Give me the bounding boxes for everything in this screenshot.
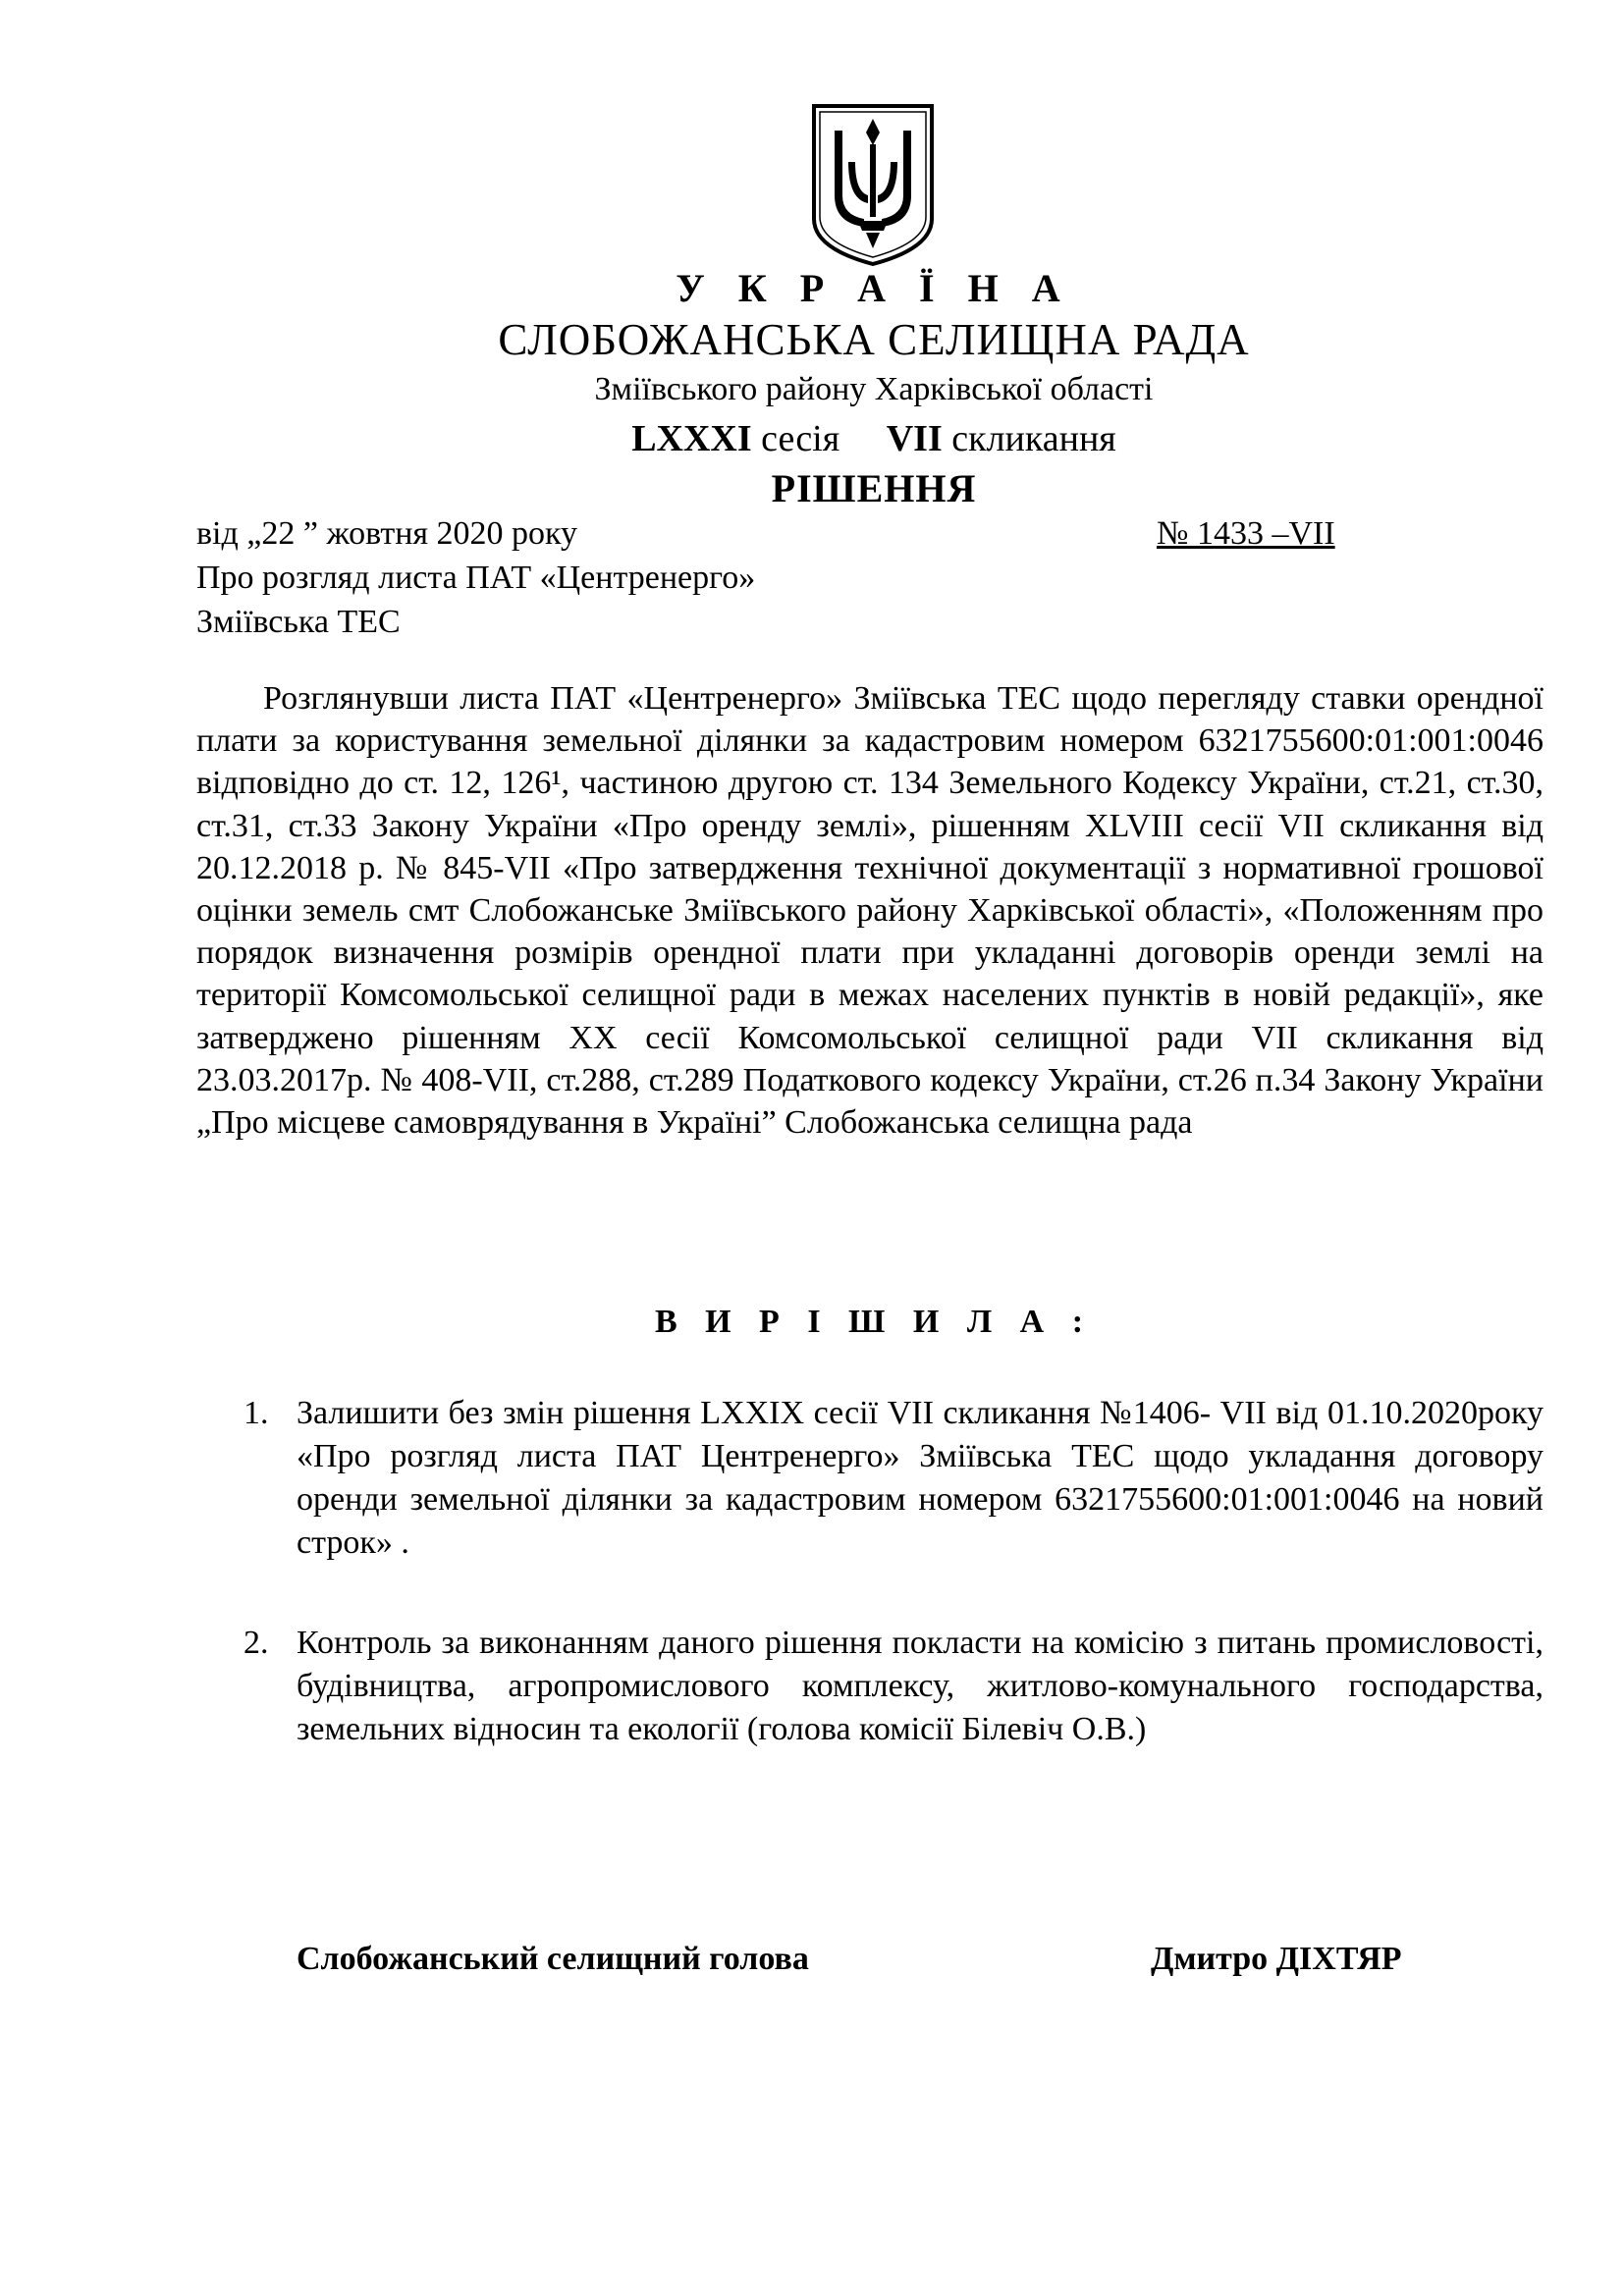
item-text: Залишити без змін рішення LXXIX сесії VII скликання №1406- VII від 01.10.2020року «Про розгляд листа ПАТ Центренерго» Зміївська ТЕС щодо укладання договору оренди земельної ділянки за кадастровим номером 6321755600:01:001:0046 на новий строк» . <box>297 1395 1543 1561</box>
decision-item <box>244 1392 1543 1565</box>
convocation-number: VII <box>886 418 943 459</box>
document-type: РІШЕННЯ <box>771 466 977 510</box>
decision-date: від „22 ” жовтня 2020 року <box>196 515 578 552</box>
item-number: 2. <box>244 1625 269 1661</box>
subject-line-2: Зміївська ТЕС <box>196 604 401 640</box>
trident-icon <box>809 101 937 268</box>
convocation-word: скликання <box>951 418 1116 459</box>
signatory-name: Дмитро ДІХТЯР <box>1151 1941 1402 1977</box>
district-line: Зміївського району Харківської області <box>594 371 1154 407</box>
decision-item <box>244 1622 1543 1751</box>
decision-heading: В И Р І Ш И Л А : <box>654 1304 1094 1340</box>
item-number: 1. <box>244 1395 269 1431</box>
preamble-text: Розглянувши листа ПАТ «Центренерго» Зміївська ТЕС щодо перегляду ставки орендної плати за користування земельної ділянки за кадастровим номером 6321755600:01:001:0046 відповідно до ст. 12, 126¹, частиною другою ст. 134 Земельного Кодексу України, ст.21, ст.30, ст.31, ст.33 Закону України «Про оренду землі», рішенням XLVIII сесії VII скликання від 20.12.2018 р. № 845-VII «Про затвердження технічної документації з нормативної грошової оцінки земель смт Слобожанське Зміївського району Харківської області», «Положенням про порядок визначення розмірів орендної плати при укладанні договорів оренди землі на території Комсомольської селищної ради в межах населених пунктів в новій редакції», яке затверджено рішенням XX сесії Комсомольської селищної ради VII скликання від 23.03.2017р. № 408-VII, ст.288, ст.289 Податкового кодексу України, ст.26 п.34 Закону України „Про місцеве самоврядування в Україні” Слобожанська селищна рада <box>196 680 1543 1142</box>
decision-number: № 1433 –VII <box>1157 515 1335 552</box>
preamble-paragraph <box>196 677 1543 1144</box>
country-title: У К Р А Ї Н А <box>676 266 1072 310</box>
subject-line-1: Про розгляд листа ПАТ «Центренерго» <box>196 560 756 596</box>
session-word: сесія <box>761 418 840 459</box>
signatory-position: Слобожанський селищний голова <box>297 1941 809 1977</box>
item-text: Контроль за виконанням даного рішення покласти на комісію з питань промисловості, будівництва, агропромислового комплексу, житлово-комунального господарства, земельних відносин та екології (голова комісії Білевіч О.В.) <box>297 1625 1543 1747</box>
session-number: LXXXI <box>631 418 752 459</box>
session-line <box>0 417 1624 460</box>
council-name: СЛОБОЖАНСЬКА СЕЛИЩНА РАДА <box>498 315 1250 364</box>
